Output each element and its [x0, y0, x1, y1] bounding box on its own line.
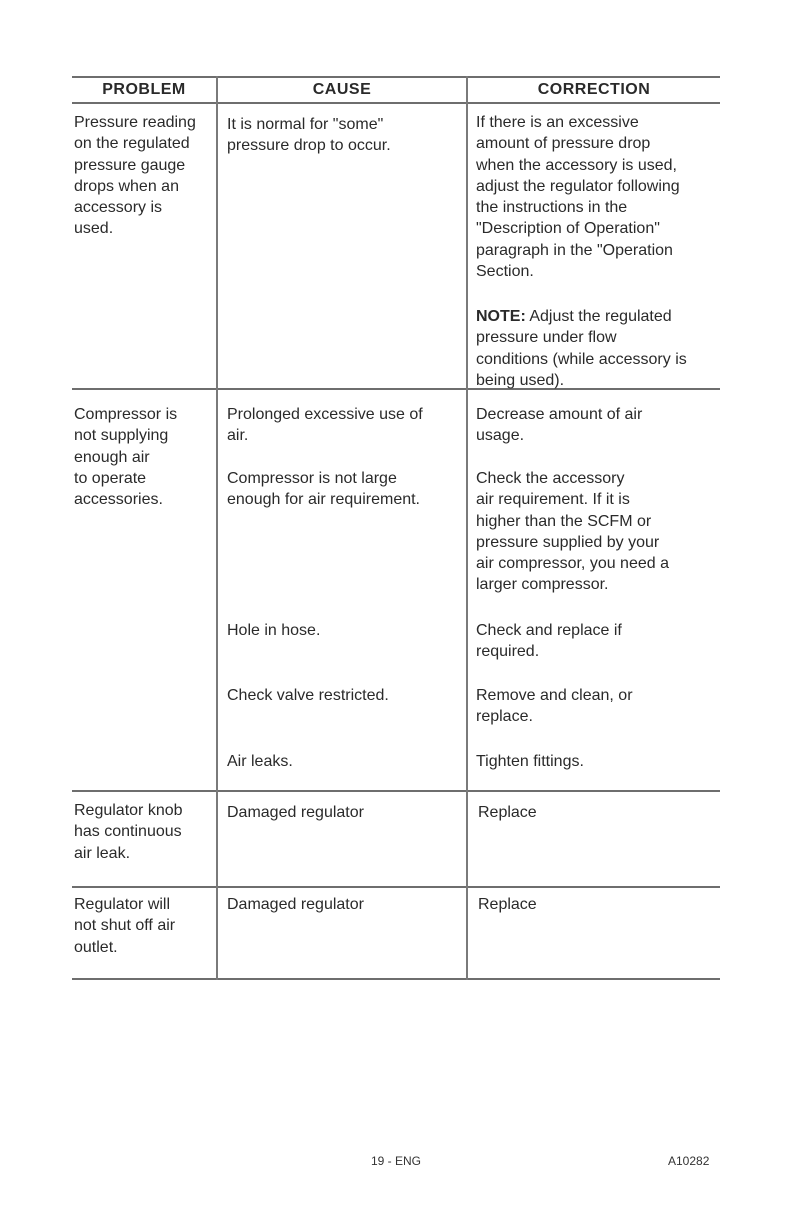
problem-cell: Compressor is not supplying enough air to operate accessories. [74, 406, 178, 509]
correction-cell: Replace [478, 804, 537, 821]
problem-cell: Regulator knob has continuous air leak. [74, 802, 183, 862]
cause-cell: It is normal for "some" pressure drop to occur. [227, 116, 391, 155]
row-divider [72, 886, 720, 888]
cause-cell: Prolonged excessive use of air. [227, 406, 423, 445]
problem-cell: Regulator will not shut off air outlet. [74, 896, 176, 956]
cause-cell: Check valve restricted. [227, 687, 389, 704]
note-text: Adjust the regulated pressure under flow conditions (while accessory is being used). [476, 308, 687, 389]
correction-cell: Replace [478, 896, 537, 913]
note-cell [476, 306, 687, 391]
header-correction: CORRECTION [537, 81, 651, 98]
cause-cell: Damaged regulator [227, 804, 364, 821]
correction-cell: Check and replace if required. [476, 622, 622, 661]
table-bottom-rule [72, 978, 720, 980]
correction-cell: Check the accessory air requirement. If it is higher than the SCFM or pressure supplied by your air compressor, you need a larger compressor. [476, 470, 669, 594]
document-code: A10282 [668, 1154, 710, 1168]
cause-cell: Air leaks. [227, 753, 293, 770]
correction-cell: Decrease amount of air usage. [476, 406, 643, 445]
cause-cell: Damaged regulator [227, 896, 364, 913]
page-number: 19 - ENG [370, 1154, 421, 1168]
row-divider [72, 790, 720, 792]
table-top-rule [72, 76, 720, 78]
correction-cell: Remove and clean, or replace. [476, 687, 633, 726]
header-bottom-rule [72, 102, 720, 104]
note-label: NOTE: [476, 308, 526, 325]
cause-cell: Compressor is not large enough for air requirement. [227, 470, 420, 509]
problem-cell: Pressure reading on the regulated pressure gauge drops when an accessory is used. [74, 114, 196, 238]
correction-cell: Tighten fittings. [476, 753, 584, 770]
troubleshooting-table [72, 76, 720, 980]
header-cause: CAUSE [312, 81, 372, 98]
correction-cell: If there is an excessive amount of pressure drop when the accessory is used, adjust the regulator following the instructions in the "Description of Operation" paragraph in the "Operation Section. [476, 114, 680, 281]
column-divider [466, 76, 468, 980]
header-problem: PROBLEM [102, 81, 186, 98]
column-divider [216, 76, 218, 980]
cause-cell: Hole in hose. [227, 622, 321, 639]
